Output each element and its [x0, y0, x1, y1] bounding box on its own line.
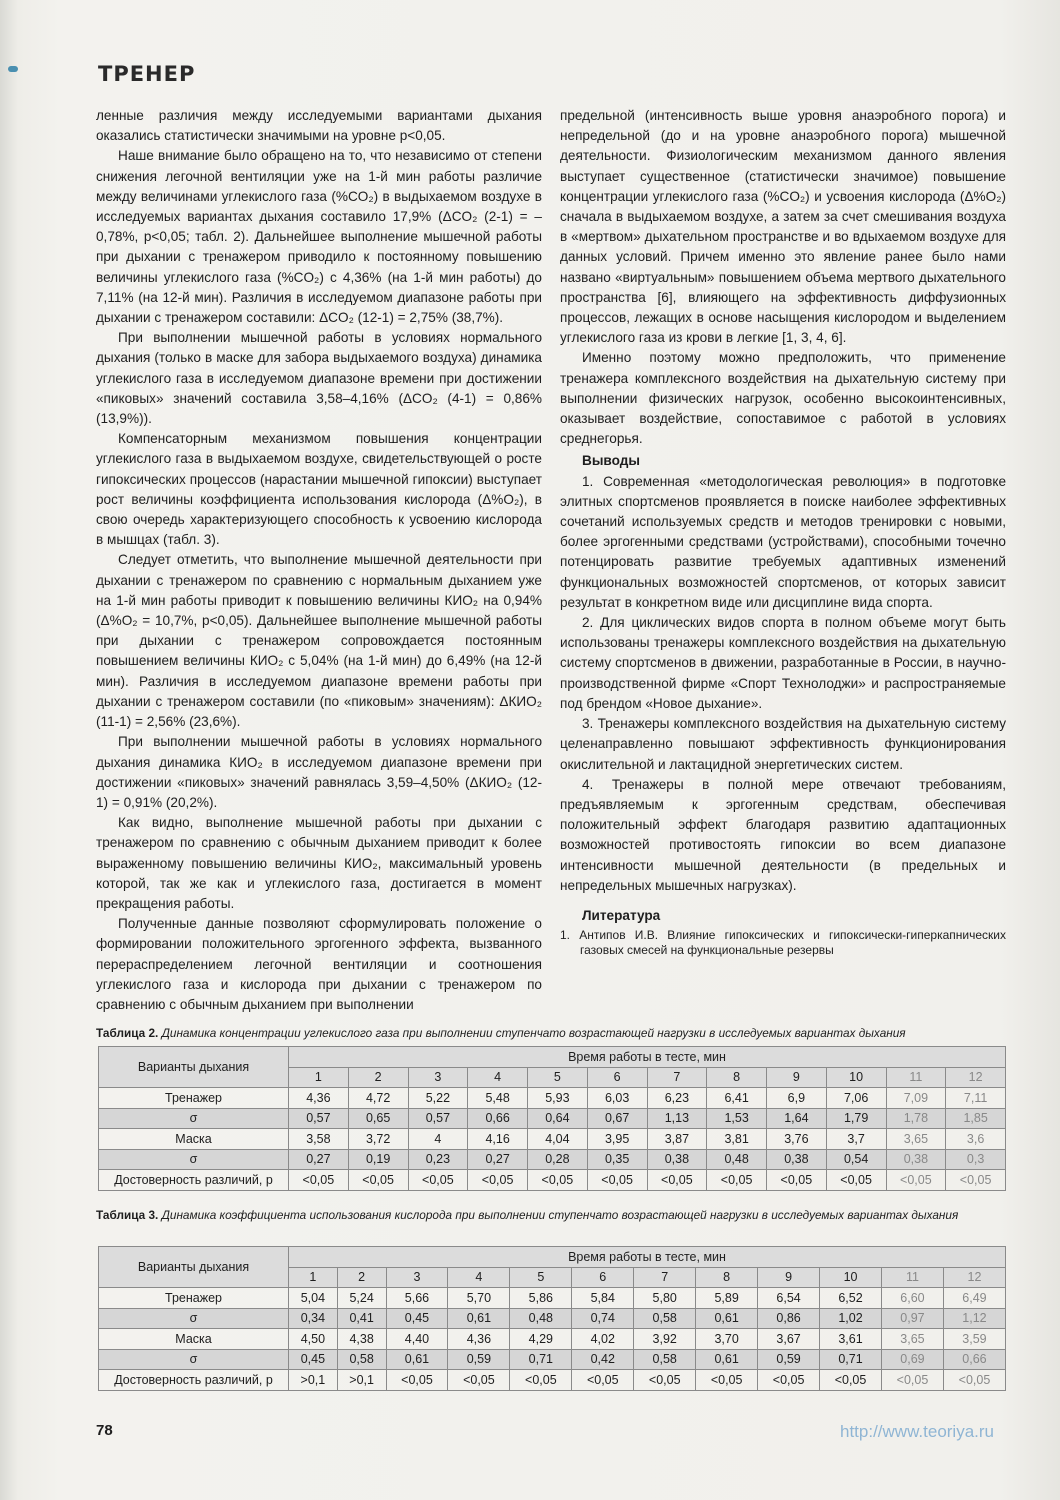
paragraph: При выполнении мышечной работы в условиях нормального дыхания динамика КИO₂ в исследуемом диапазоне времени при достижении «пиковых» значений равнялась 3,59–4,50% (ΔКИO₂ (12-1) = 0,91% (20,2%). [96, 734, 542, 810]
table-cell: 0,48 [707, 1149, 767, 1170]
table-cell: 6,23 [647, 1088, 707, 1109]
row-label: σ [99, 1108, 289, 1129]
table-cell: 4,40 [386, 1329, 448, 1350]
table-cell: 3,6 [946, 1129, 1006, 1150]
table-cell: 3,87 [647, 1129, 707, 1150]
row-label: Тренажер [99, 1288, 289, 1309]
column-header-cell: 11 [882, 1267, 944, 1288]
row-header: Варианты дыхания [99, 1247, 289, 1288]
table-cell: 6,52 [820, 1288, 882, 1309]
table-cell: 4,16 [468, 1129, 528, 1150]
table-cell: 0,3 [946, 1149, 1006, 1170]
table-cell: 7,11 [946, 1088, 1006, 1109]
table3-caption [96, 1208, 1006, 1223]
row-label: Тренажер [99, 1088, 289, 1109]
journal-url-link[interactable]: http://www.teoriya.ru [840, 1422, 995, 1441]
table-cell: 0,61 [696, 1308, 758, 1329]
table-row [99, 1329, 1006, 1350]
table-row [99, 1149, 1006, 1170]
table-row [99, 1308, 1006, 1329]
table-cell: 0,54 [826, 1149, 886, 1170]
reference-item: 1. Антипов И.В. Влияние гипоксических и гипоксически-гиперкапнических газовых смесей на функциональные резервы [560, 928, 1006, 958]
table-cell: 0,19 [348, 1149, 408, 1170]
table-cell: 0,38 [647, 1149, 707, 1170]
table-cell: <0,05 [289, 1170, 349, 1191]
table-cell: <0,05 [882, 1370, 944, 1391]
column-header-cell: 10 [826, 1067, 886, 1088]
column-header-cell: 3 [386, 1267, 448, 1288]
table-cell: 1,12 [943, 1308, 1005, 1329]
table-cell: <0,05 [820, 1370, 882, 1391]
table3-caption-text: Динамика коэффициента использования кислорода при выполнении ступенчато возрастающей нагрузки в исследуемых вариантах дыхания [161, 1208, 959, 1222]
table-cell: 7,06 [826, 1088, 886, 1109]
table-cell: 0,59 [448, 1349, 510, 1370]
paragraph: Следует отметить, что выполнение мышечной деятельности при дыхании с тренажером по сравнению с нормальным дыханием уже на 1-й мин работы приводит к повышению величины КИO₂ на 0,94% (Δ%O₂ = 10,7%, p<0,05). Дальнейшее выполнение мышечной работы при дыхании с тренажером сопровождается постоянным повышением величины КИO₂ с 5,04% (на 1-й мин) до 6,49% (на 12-й мин). Различия в исследуемом диапазоне времени работы при дыхании с тренажером составили (по «пиковым» значениям): ΔКИO₂ (11-1) = 2,56% (23,6%). [96, 552, 542, 730]
column-header-cell: 6 [587, 1067, 647, 1088]
conclusion-item: 3. Тренажеры комплексного воздействия на дыхательную систему целенаправленно повышают эффективность функционирования окислительной и лактацидной энергетических систем. [560, 716, 1006, 772]
table2-caption-text: Динамика концентрации углекислого газа при выполнении ступенчато возрастающей нагрузки в исследуемых вариантах дыхания [161, 1026, 906, 1040]
table-cell: 4 [408, 1129, 468, 1150]
table-cell: <0,05 [826, 1170, 886, 1191]
table-cell: 3,70 [696, 1329, 758, 1350]
table-cell: 0,58 [337, 1349, 386, 1370]
table-cell: 0,67 [587, 1108, 647, 1129]
table-cell: <0,05 [587, 1170, 647, 1191]
table-cell: 4,36 [289, 1088, 349, 1109]
table-cell: 0,23 [408, 1149, 468, 1170]
column-header-cell: 8 [696, 1267, 758, 1288]
row-label: Маска [99, 1129, 289, 1150]
table-row [99, 1370, 1006, 1391]
column-header-cell: 1 [289, 1067, 349, 1088]
row-label: σ [99, 1349, 289, 1370]
time-header: Время работы в тесте, мин [289, 1247, 1006, 1268]
table-cell: 3,58 [289, 1129, 349, 1150]
column-header-cell: 12 [946, 1067, 1006, 1088]
table-cell: 4,50 [289, 1329, 338, 1350]
table-cell: 0,28 [528, 1149, 588, 1170]
table-cell: <0,05 [386, 1370, 448, 1391]
table-cell: 3,65 [882, 1329, 944, 1350]
conclusion-item: 1. Современная «методологическая революция» в подготовке элитных спортсменов проявляется в поиске наиболее эффективных сочетаний используемых средств и методов тренировки с новыми, более эргогенными средствами (устройствами), способными точечно потенцировать развитие требуемых адаптивных изменений функциональных возможностей спортсменов, от которых зависит результат в конкретном виде или дисциплине вида спорта. [560, 473, 1006, 610]
table-cell: 1,13 [647, 1108, 707, 1129]
table-cell: <0,05 [886, 1170, 946, 1191]
table-cell: 5,86 [510, 1288, 572, 1309]
column-header-cell: 4 [468, 1067, 528, 1088]
table-cell: 5,66 [386, 1288, 448, 1309]
row-label: Маска [99, 1329, 289, 1350]
row-label: σ [99, 1308, 289, 1329]
table-cell: 4,72 [348, 1088, 408, 1109]
table-cell: 0,61 [448, 1308, 510, 1329]
table-cell: 4,02 [572, 1329, 634, 1350]
table-cell: 4,38 [337, 1329, 386, 1350]
table-cell: >0,1 [289, 1370, 338, 1391]
paragraph: предельной (интенсивность выше уровня анаэробного порога) и непредельной (до и на уровне анаэробного порога) мышечной деятельности. Физиологическим механизмом данного явления выступает существенное (статистически значимое) повышение концентрации углекислого газа (%CO₂) и усвоения кислорода (Δ%O₂) сначала в выдыхаемом воздухе, а затем за счет смешивания воздуха в «мертвом» дыхательном пространстве и во вдыхаемом воздухе для данных условий. Причем именно это явление ранее было нами названо «виртуальным» повышением объема мертвого дыхательного пространства [6], влияющего на эффективность диффузионных процессов, лежащих в основе насыщения кислородом и выделением углекислого газа из крови в легкие [1, 3, 4, 6]. [560, 108, 1006, 346]
table-cell: 6,9 [767, 1088, 827, 1109]
table-cell: 6,41 [707, 1088, 767, 1109]
time-header: Время работы в тесте, мин [289, 1047, 1006, 1068]
table-cell: 0,45 [386, 1308, 448, 1329]
left-column [96, 106, 542, 1015]
table-cell: <0,05 [448, 1370, 510, 1391]
table-cell: 0,66 [468, 1108, 528, 1129]
table-cell: 5,04 [289, 1288, 338, 1309]
table-cell: 3,72 [348, 1129, 408, 1150]
table-cell: <0,05 [572, 1370, 634, 1391]
table-cell: <0,05 [767, 1170, 827, 1191]
table-cell: 0,34 [289, 1308, 338, 1329]
row-header: Варианты дыхания [99, 1047, 289, 1088]
table-cell: 4,04 [528, 1129, 588, 1150]
table-cell: 3,92 [634, 1329, 696, 1350]
table-cell: 5,48 [468, 1088, 528, 1109]
column-header-cell: 2 [348, 1067, 408, 1088]
table-cell: 0,71 [820, 1349, 882, 1370]
table-cell: 5,93 [528, 1088, 588, 1109]
column-header-cell: 2 [337, 1267, 386, 1288]
table-cell: 0,61 [696, 1349, 758, 1370]
column-header-cell: 5 [510, 1267, 572, 1288]
table-row [99, 1108, 1006, 1129]
table-cell: 0,27 [289, 1149, 349, 1170]
column-header-cell: 9 [767, 1067, 827, 1088]
table2-caption-label: Таблица 2. [96, 1026, 159, 1040]
table-row [99, 1088, 1006, 1109]
table-cell: 3,7 [826, 1129, 886, 1150]
table-cell: <0,05 [408, 1170, 468, 1191]
table-cell: 6,54 [758, 1288, 820, 1309]
table-cell: 3,61 [820, 1329, 882, 1350]
table-cell: 0,59 [758, 1349, 820, 1370]
table-cell: 0,69 [882, 1349, 944, 1370]
table-cell: 0,71 [510, 1349, 572, 1370]
table-cell: 3,59 [943, 1329, 1005, 1350]
conclusions-heading: Выводы [582, 453, 640, 469]
table-row [99, 1129, 1006, 1150]
table-cell: 7,09 [886, 1088, 946, 1109]
table-cell: <0,05 [707, 1170, 767, 1191]
column-header-cell: 4 [448, 1267, 510, 1288]
table-cell: 6,60 [882, 1288, 944, 1309]
table-cell: 1,53 [707, 1108, 767, 1129]
table2-caption [96, 1026, 1006, 1041]
row-label: Достоверность различий, p [99, 1170, 289, 1191]
paragraph: При выполнении мышечной работы в условиях нормального дыхания (только в маске для забора выдыхаемого воздуха) динамика углекислого газа в исследуемом диапазоне времени при достижении «пиковых» значений составила 3,58–4,16% (ΔCO₂ (4-1) = 0,86% (13,9%)). [96, 330, 542, 427]
table-cell: 0,64 [528, 1108, 588, 1129]
table-cell: 0,41 [337, 1308, 386, 1329]
right-column [560, 106, 1006, 958]
table-cell: 0,74 [572, 1308, 634, 1329]
table-cell: 0,57 [408, 1108, 468, 1129]
table-cell: <0,05 [647, 1170, 707, 1191]
column-header-cell: 9 [758, 1267, 820, 1288]
column-header-cell: 11 [886, 1067, 946, 1088]
table-cell: 5,70 [448, 1288, 510, 1309]
table-cell: 3,76 [767, 1129, 827, 1150]
table-row [99, 1288, 1006, 1309]
table-cell: 3,67 [758, 1329, 820, 1350]
table-cell: <0,05 [348, 1170, 408, 1191]
table-cell: 1,02 [820, 1308, 882, 1329]
table3 [98, 1246, 1006, 1391]
table-cell: <0,05 [468, 1170, 528, 1191]
table-cell: 5,89 [696, 1288, 758, 1309]
table-cell: <0,05 [946, 1170, 1006, 1191]
table-cell: 0,58 [634, 1308, 696, 1329]
table-cell: 0,97 [882, 1308, 944, 1329]
table-cell: 0,57 [289, 1108, 349, 1129]
table-cell: 0,27 [468, 1149, 528, 1170]
conclusion-item: 4. Тренажеры в полной мере отвечают требованиям, предъявляемым к эргогенным средствам, обеспечивая положительный эффект благодаря развитию адаптационных возможностей противостоять гипоксии во всем диапазоне интенсивности мышечной деятельности (в предельных и непредельных мышечных нагрузках). [560, 776, 1006, 893]
column-header-cell: 8 [707, 1067, 767, 1088]
column-header-cell: 7 [647, 1067, 707, 1088]
column-header-cell: 3 [408, 1067, 468, 1088]
table-cell: <0,05 [696, 1370, 758, 1391]
table-cell: <0,05 [510, 1370, 572, 1391]
table-cell: 0,61 [386, 1349, 448, 1370]
row-label: σ [99, 1149, 289, 1170]
column-header-cell: 7 [634, 1267, 696, 1288]
table-cell: 0,65 [348, 1108, 408, 1129]
table-cell: <0,05 [758, 1370, 820, 1391]
table-cell: >0,1 [337, 1370, 386, 1391]
table-row [99, 1349, 1006, 1370]
table-cell: 6,03 [587, 1088, 647, 1109]
paragraph: Наше внимание было обращено на то, что независимо от степени снижения легочной вентиляции уже на 1-й мин работы различие между величинами углекислого газа (%CO₂) в выдыхаемом воздухе в исследуемых вариантах дыхания составило 17,9% (ΔCO₂ (2-1) = –0,78%, p<0,05; табл. 2). Дальнейшее выполнение мышечной работы при дыхании с тренажером приводило к постоянному повышению величины углекислого газа (%CO₂) с 4,36% (на 1-й мин работы) до 7,11% (на 12-й мин). Различия в исследуемом диапазоне работы при дыхании с тренажером составили: ΔCO₂ (12-1) = 2,75% (38,7%). [96, 148, 542, 326]
table-cell: 0,86 [758, 1308, 820, 1329]
table-cell: 0,45 [289, 1349, 338, 1370]
conclusion-item: 2. Для циклических видов спорта в полном объеме могут быть использованы тренажеры комплексного воздействия на дыхательную систему спортсменов в движении, разработанные в России, в научно-производственной фирме «Спорт Технолоджи» и распространяемые под брендом «Новое дыхание». [560, 615, 1006, 711]
table-cell: 0,48 [510, 1308, 572, 1329]
table-cell: <0,05 [528, 1170, 588, 1191]
paragraph: Как видно, выполнение мышечной работы при дыхании с тренажером по сравнению с обычным дыханием приводит к более выраженному повышению величины КИO₂, максимальный уровень которой, так же как и углекислого газа, достигается в момент прекращения работы. [96, 815, 542, 911]
table-cell: 1,85 [946, 1108, 1006, 1129]
column-header-cell: 6 [572, 1267, 634, 1288]
table-cell: 5,22 [408, 1088, 468, 1109]
table-cell: 3,95 [587, 1129, 647, 1150]
table-cell: 1,79 [826, 1108, 886, 1129]
table-cell: 1,78 [886, 1108, 946, 1129]
table-cell: 4,29 [510, 1329, 572, 1350]
table-cell: 3,65 [886, 1129, 946, 1150]
row-label: Достоверность различий, p [99, 1370, 289, 1391]
table-row [99, 1170, 1006, 1191]
table2 [98, 1046, 1006, 1191]
table-cell: 0,38 [767, 1149, 827, 1170]
table3-caption-label: Таблица 3. [96, 1208, 159, 1222]
paragraph: ленные различия между исследуемыми вариантами дыхания оказались статистически значимыми на уровне p<0,05. [96, 108, 542, 144]
paragraph: Именно поэтому можно предположить, что применение тренажера комплексного воздействия на дыхательную систему при выполнении физических нагрузок, особенно высокоинтенсивных, оказывает воздействие, сопоставимое с работой в условиях среднегорья. [560, 350, 1006, 447]
table-cell: 0,66 [943, 1349, 1005, 1370]
table-cell: 5,80 [634, 1288, 696, 1309]
page-number: 78 [96, 1422, 113, 1439]
table-cell: <0,05 [634, 1370, 696, 1391]
column-header-cell: 1 [289, 1267, 338, 1288]
paragraph: Полученные данные позволяют сформулировать положение о формировании положительного эргогенного эффекта, вызванного перераспределением легочной вентиляции и соотношения углекислого газа и кислорода при дыхании с тренажером по сравнению с обычным дыханием при выполнении [96, 916, 542, 1012]
table-cell: 6,49 [943, 1288, 1005, 1309]
table-cell: <0,05 [943, 1370, 1005, 1391]
paragraph: Компенсаторным механизмом повышения концентрации углекислого газа в выдыхаемом воздухе, свидетельствующей о росте гипоксических процессов (нарастании мышечной гипоксии) выступает рост величины коэффициента использования кислорода (Δ%O₂), в свою очередь характеризующего способность к усвоению кислорода в мышцах (табл. 3). [96, 431, 542, 548]
table-cell: 0,35 [587, 1149, 647, 1170]
table-cell: 0,58 [634, 1349, 696, 1370]
table-cell: 5,84 [572, 1288, 634, 1309]
table-cell: 0,38 [886, 1149, 946, 1170]
table-cell: 4,36 [448, 1329, 510, 1350]
section-marker [8, 66, 18, 72]
table-cell: 0,42 [572, 1349, 634, 1370]
table-cell: 3,81 [707, 1129, 767, 1150]
section-title: ТРЕНЕР [98, 62, 196, 86]
table-cell: 5,24 [337, 1288, 386, 1309]
references-heading: Литература [582, 907, 661, 923]
column-header-cell: 5 [528, 1067, 588, 1088]
column-header-cell: 10 [820, 1267, 882, 1288]
table-cell: 1,64 [767, 1108, 827, 1129]
column-header-cell: 12 [943, 1267, 1005, 1288]
